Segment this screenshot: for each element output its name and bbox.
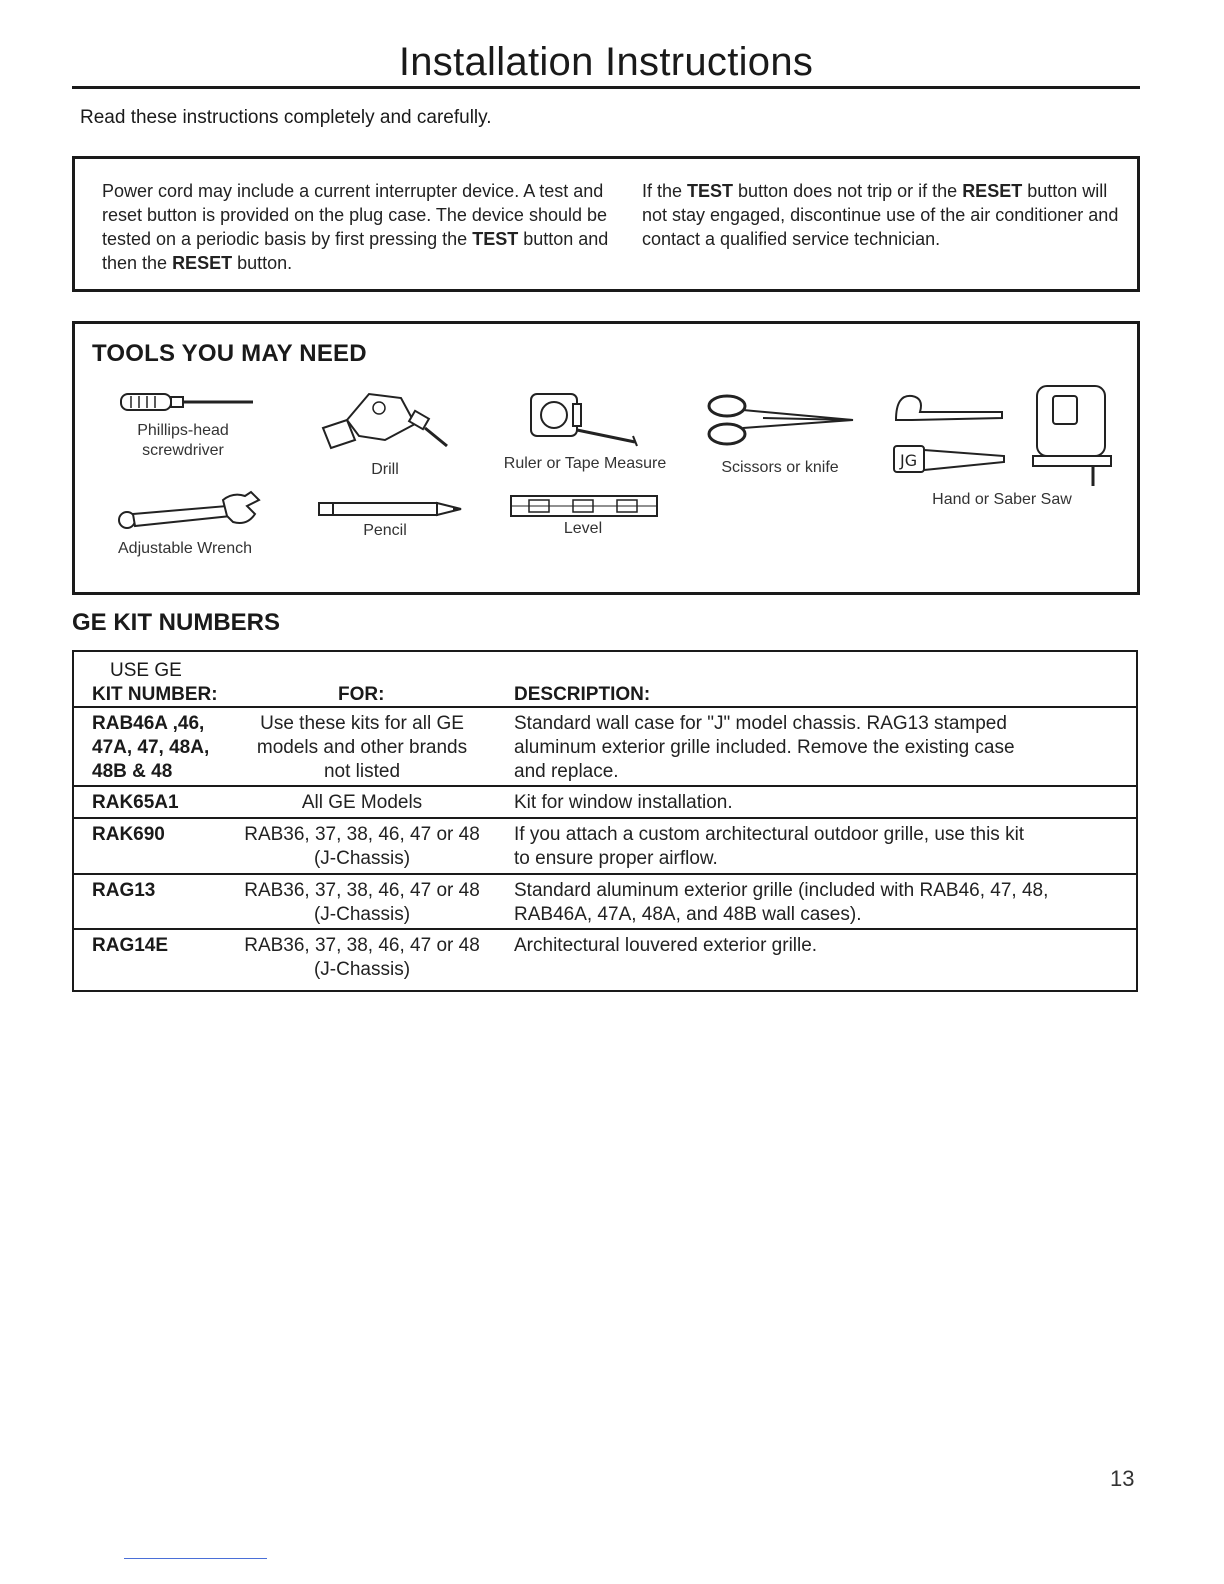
wrench-label: Adjustable Wrench (118, 540, 252, 557)
kit-cell: RAB46A ,46, 47A, 47, 48A, 48B & 48 (92, 713, 210, 782)
hand-saw-icon (890, 390, 1010, 480)
description-cell: Kit for window installation. (514, 792, 733, 813)
tools-title: TOOLS YOU MAY NEED (92, 340, 367, 367)
header-for: FOR: (338, 684, 385, 705)
for-cell: RAB36, 37, 38, 46, 47 or 48 (J-Chassis) (244, 824, 480, 869)
description-cell: Standard aluminum exterior grille (included with RAB46, 47, 48, RAB46A, 47A, 48A, and 48B wall cases). (514, 880, 1049, 925)
kit-cell: RAG13 (92, 880, 156, 901)
tape-measure-label: Ruler or Tape Measure (503, 455, 667, 472)
saw-label: Hand or Saber Saw (932, 491, 1072, 508)
warning-right-text: If the TEST button does not trip or if the RESET button will not stay engaged, discontinue use of the air conditioner and contact a qualified service technician. (642, 181, 1119, 249)
row-rule (74, 928, 1136, 930)
for-cell: All GE Models (301, 792, 423, 813)
description-cell: If you attach a custom architectural outdoor grille, use this kit to ensure proper airflow. (514, 824, 1025, 869)
header-kit: KIT NUMBER: (92, 684, 218, 705)
screwdriver-label: Phillips-head screwdriver (137, 422, 229, 459)
tools-box (72, 321, 1140, 595)
kit-cell: RAK65A1 (92, 792, 179, 813)
header-use: USE GE (110, 660, 182, 681)
description-cell: Standard wall case for "J" model chassis. RAG13 stamped aluminum exterior grille included. Remove the existing case and replace. (514, 713, 1015, 782)
footer-rule (124, 1558, 267, 1559)
row-rule (74, 785, 1136, 787)
for-cell: RAB36, 37, 38, 46, 47 or 48 (J-Chassis) (244, 880, 480, 925)
title-rule (72, 86, 1140, 89)
page-title: Installation Instructions (398, 40, 814, 84)
tape-measure-icon (525, 390, 645, 450)
svg-text:JG: JG (900, 451, 918, 470)
level-label: Level (563, 520, 603, 537)
page-number: 13 (1110, 1466, 1135, 1491)
scissors-icon (703, 390, 859, 450)
row-rule (74, 873, 1136, 875)
for-cell: RAB36, 37, 38, 46, 47 or 48 (J-Chassis) (244, 935, 480, 980)
drill-label: Drill (371, 461, 399, 478)
intro-text: Read these instructions completely and carefully. (80, 107, 492, 128)
kit-cell: RAG14E (92, 935, 169, 956)
warning-left-text: Power cord may include a current interrupter device. A test and reset button is provided on the plug case. The device should be tested on a periodic basis by first pressing the TEST button and then the RESET button. (102, 181, 609, 273)
warning-box (72, 156, 1140, 292)
pencil-label: Pencil (363, 522, 407, 539)
scissors-label: Scissors or knife (721, 459, 839, 476)
drill-icon (319, 384, 459, 458)
header-desc: DESCRIPTION: (514, 684, 651, 705)
kit-section-title: GE KIT NUMBERS (72, 609, 281, 636)
row-rule (74, 817, 1136, 819)
pencil-icon (315, 500, 465, 518)
kit-table (72, 650, 1138, 992)
kit-cell: RAK690 (92, 824, 165, 845)
level-icon (509, 494, 659, 518)
header-rule (74, 706, 1136, 708)
for-cell: Use these kits for all GE models and other brands not listed (256, 713, 468, 782)
saber-saw-icon (1025, 382, 1115, 492)
screwdriver-icon (119, 389, 259, 415)
wrench-icon (115, 490, 265, 538)
description-cell: Architectural louvered exterior grille. (514, 935, 818, 956)
